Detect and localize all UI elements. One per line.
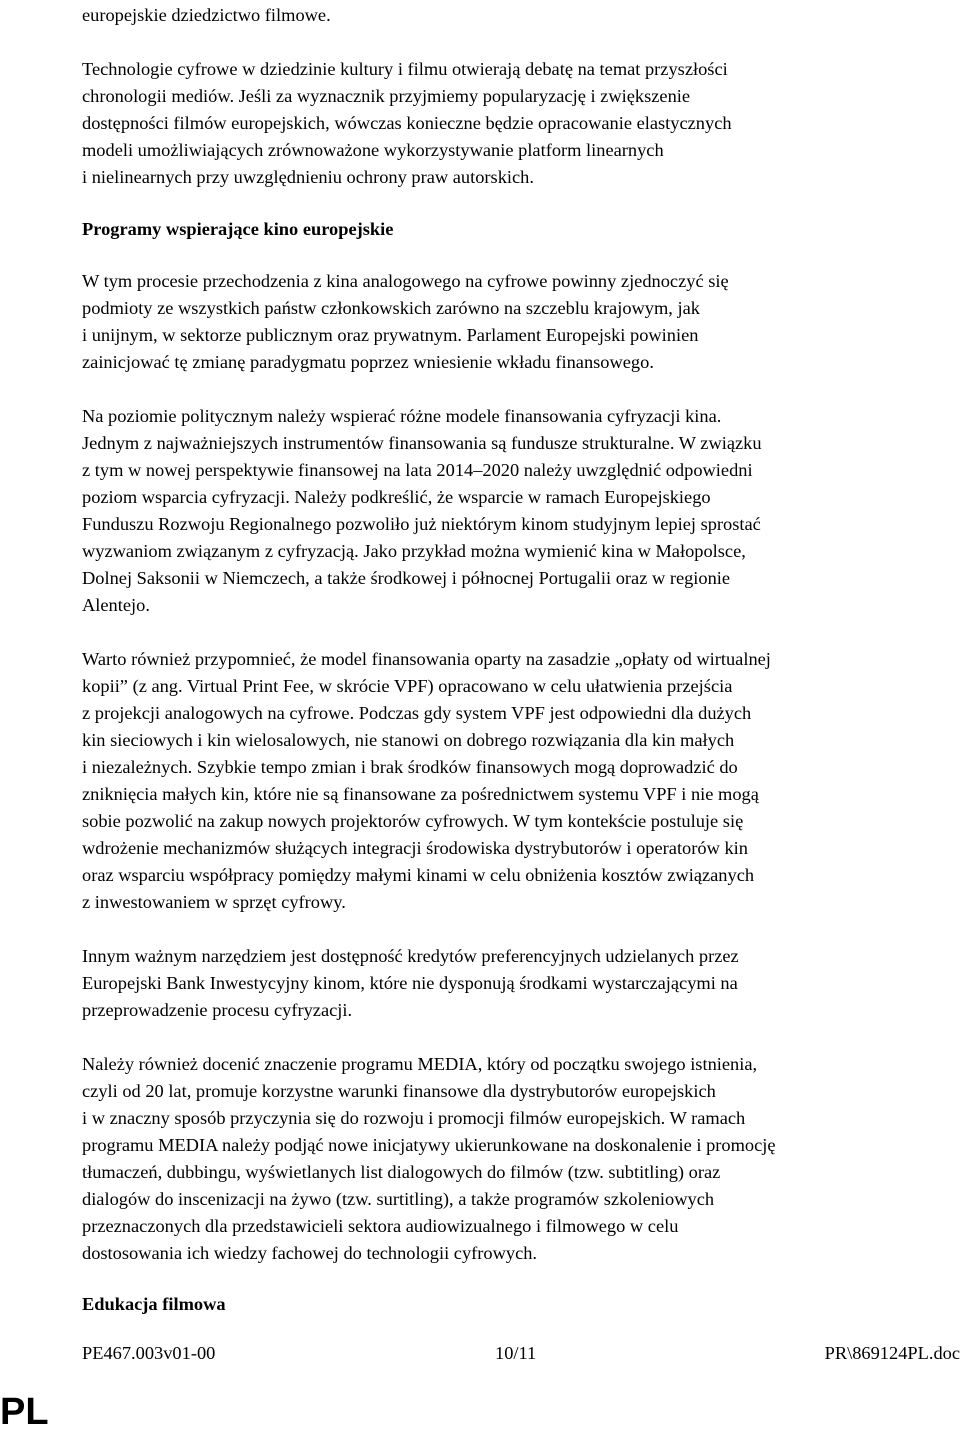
text-paragraph (82, 646, 950, 916)
text-line: Funduszu Rozwoju Regionalnego pozwoliło już niektórym kinom studyjnym lepiej sprostać (82, 514, 761, 534)
text-line: Dolnej Saksonii w Niemczech, a także środkowej i północnej Portugalii oraz w regionie (82, 568, 731, 588)
text-line: Warto również przypomnieć, że model finansowania oparty na zasadzie „opłaty od wirtualnej (82, 649, 771, 669)
language-code: PL (0, 1391, 49, 1433)
text-line: modeli umożliwiających zrównoważone wykorzystywanie platform linearnych (82, 140, 664, 160)
text-line: Technologie cyfrowe w dziedzinie kultury i filmu otwierają debatę na temat przyszłości (82, 59, 728, 79)
text-line: z projekcji analogowych na cyfrowe. Podczas gdy system VPF jest odpowiedni dla dużych (82, 703, 752, 723)
text-line: europejskie dziedzictwo filmowe. (82, 5, 331, 25)
heading-text: Programy wspierające kino europejskie (82, 219, 394, 239)
text-line: dostosowania ich wiedzy fachowej do technologii cyfrowych. (82, 1243, 538, 1263)
text-paragraph (82, 56, 950, 191)
text-paragraph (82, 403, 950, 619)
document-page (82, 0, 950, 1318)
footer-file-name: PR\869124PL.doc (824, 1343, 960, 1363)
text-line: z tym w nowej perspektywie finansowej na lata 2014–2020 należy uwzględnić odpowiedni (82, 460, 753, 480)
text-line: tłumaczeń, dubbingu, wyświetlanych list dialogowych do filmów (tzw. subtitling) oraz (82, 1162, 721, 1182)
text-line: Należy również docenić znaczenie programu MEDIA, który od początku swojego istnienia, (82, 1054, 758, 1074)
page-footer (82, 1340, 960, 1367)
text-line: sobie pozwolić na zakup nowych projektorów cyfrowych. W tym kontekście postuluje się (82, 811, 744, 831)
footer-page-number: 10/11 (495, 1343, 537, 1363)
text-line: Na poziomie politycznym należy wspierać różne modele finansowania cyfryzacji kina. (82, 406, 722, 426)
text-line: Jednym z najważniejszych instrumentów finansowania są fundusze strukturalne. W związku (82, 433, 762, 453)
text-line: zainicjować tę zmianę paradygmatu poprzez wniesienie wkładu finansowego. (82, 352, 654, 372)
heading-text: Edukacja filmowa (82, 1294, 226, 1314)
section-heading (82, 216, 950, 243)
text-line: wdrożenie mechanizmów służących integracji środowiska dystrybutorów i operatorów kin (82, 838, 748, 858)
section-heading (82, 1291, 950, 1318)
text-line: przeznaczonych dla przedstawicieli sektora audiowizualnego i filmowego w celu (82, 1216, 679, 1236)
text-line: kopii” (z ang. Virtual Print Fee, w skrócie VPF) opracowano w celu ułatwienia przejścia (82, 676, 733, 696)
text-line: poziom wsparcia cyfryzacji. Należy podkreślić, że wsparcie w ramach Europejskiego (82, 487, 711, 507)
text-line: i nielinearnych przy uwzględnieniu ochrony praw autorskich. (82, 167, 534, 187)
text-line: chronologii mediów. Jeśli za wyznacznik przyjmiemy popularyzację i zwiększenie (82, 86, 691, 106)
footer-document-number: PE467.003v01-00 (82, 1343, 216, 1363)
text-line: kin sieciowych i kin wielosalowych, nie stanowi on dobrego rozwiązania dla kin małych (82, 730, 735, 750)
text-line: Europejski Bank Inwestycyjny kinom, które nie dysponują środkami wystarczającymi na (82, 973, 738, 993)
text-line: przeprowadzenie procesu cyfryzacji. (82, 1000, 353, 1020)
text-line: zniknięcia małych kin, które nie są finansowane za pośrednictwem systemu VPF i nie mogą (82, 784, 759, 804)
text-line: wyzwaniom związanym z cyfryzacją. Jako przykład można wymienić kina w Małopolsce, (82, 541, 746, 561)
text-line: i niezależnych. Szybkie tempo zmian i brak środków finansowych mogą doprowadzić do (82, 757, 738, 777)
text-line: podmioty ze wszystkich państw członkowskich zarówno na szczeblu krajowym, jak (82, 298, 700, 318)
text-paragraph (82, 1051, 950, 1267)
text-line: czyli od 20 lat, promuje korzystne warunki finansowe dla dystrybutorów europejskich (82, 1081, 716, 1101)
text-line: dostępności filmów europejskich, wówczas konieczne będzie opracowanie elastycznych (82, 113, 732, 133)
text-line: programu MEDIA należy podjąć nowe inicjatywy ukierunkowane na doskonalenie i promocję (82, 1135, 776, 1155)
text-paragraph (82, 2, 950, 29)
text-line: Innym ważnym narzędziem jest dostępność kredytów preferencyjnych udzielanych przez (82, 946, 739, 966)
text-line: z inwestowaniem w sprzęt cyfrowy. (82, 892, 346, 912)
text-line: i w znaczny sposób przyczynia się do rozwoju i promocji filmów europejskich. W ramach (82, 1108, 746, 1128)
text-paragraph (82, 943, 950, 1024)
text-paragraph (82, 268, 950, 376)
text-line: oraz wsparciu współpracy pomiędzy małymi kinami w celu obniżenia kosztów związanych (82, 865, 755, 885)
text-line: Alentejo. (82, 595, 150, 615)
text-line: i unijnym, w sektorze publicznym oraz prywatnym. Parlament Europejski powinien (82, 325, 699, 345)
text-line: dialogów do inscenizacji na żywo (tzw. surtitling), a także programów szkoleniowych (82, 1189, 715, 1209)
text-line: W tym procesie przechodzenia z kina analogowego na cyfrowe powinny zjednoczyć się (82, 271, 729, 291)
